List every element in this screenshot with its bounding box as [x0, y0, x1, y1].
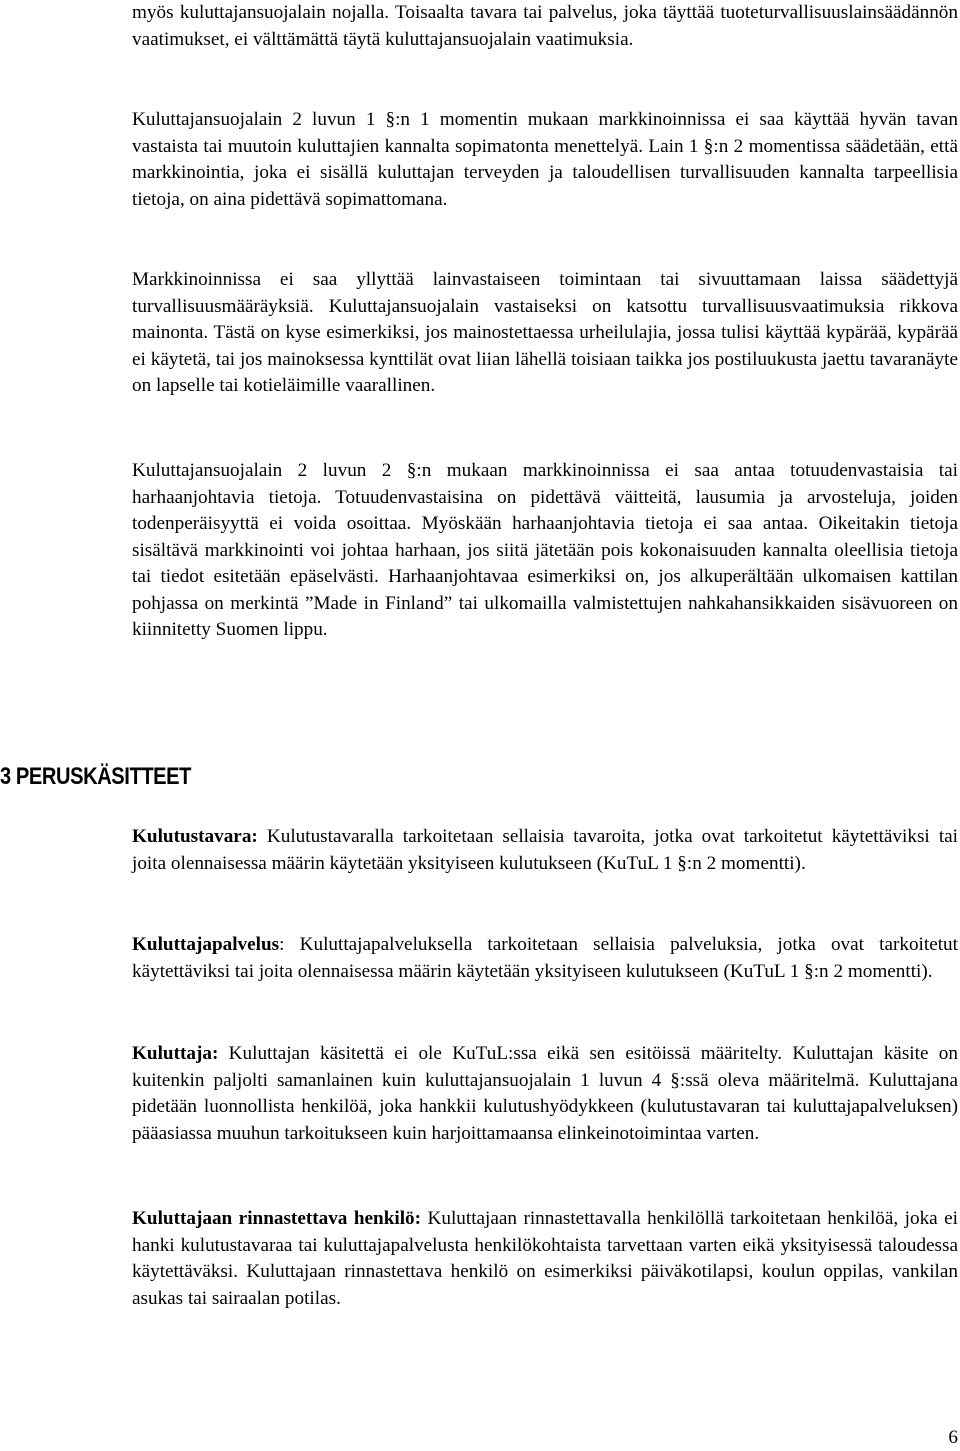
definition-consumer-service — [132, 932, 958, 985]
paragraph-marketing-good-practice: Kuluttajansuojalain 2 luvun 1 §:n 1 momentin mukaan markkinoinnissa ei saa käyttää hyvän tavan vastaista tai muutoin kuluttajien kannalta sopimatonta menettelyä. Lain 1 §:n 2 momentissa säädetään, että markkinointia, joka ei sisällä kuluttajan terveyden ja taloudellisen turvallisuuden kannalta tarpeellisia tietoja, on aina pidettävä sopimattomana. — [132, 109, 958, 210]
definition-consumer — [132, 1041, 958, 1147]
section-heading: 3 PERUSKÄSITTEET — [0, 763, 192, 790]
definition-text: Kulutustavaralla tarkoitetaan sellaisia tavaroita, jotka ovat tarkoitetut käytettäviksi tai joita olennaisessa määrin käytetään yksityiseen kulutukseen (KuTuL 1 §:n 2 momentti). — [132, 826, 958, 874]
page-number: 6 — [948, 1427, 958, 1448]
definition-text: : Kuluttajapalveluksella tarkoitetaan sellaisia palveluksia, jotka ovat tarkoitetut käytettäviksi tai joita olennaisessa määrin käytetään yksityiseen kulutukseen (KuTuL 1 §:n 2 momentti). — [132, 934, 958, 982]
paragraph-misleading-information: Kuluttajansuojalain 2 luvun 2 §:n mukaan markkinoinnissa ei saa antaa totuudenvastaisia tai harhaanjohtavia tietoja. Totuudenvastaisina on pidettävä väitteitä, lausumia ja arvosteluja, joiden todenperäisyyttä ei voida osoittaa. Myöskään harhaanjohtavia tietoja ei saa antaa. Oikeitakin tietoja sisältävä markkinointi voi johtaa harhaan, jos siitä jätetään pois kokonaisuuden kannalta oleellisia tietoja tai tiedot esitetään epäselvästi. Harhaanjohtavaa esimerkiksi on, jos alkuperältään ulkomaisen kattilan pohjassa on merkintä ”Made in Finland” tai ulkomailla valmistettujen nahkahansikkaiden sisävuoreen on kiinnitetty Suomen lippu. — [132, 460, 958, 640]
paragraph-consumer-protection-intro: myös kuluttajansuojalain nojalla. Toisaalta tavara tai palvelus, joka täyttää tuoteturvallisuuslainsäädännön vaatimukset, ei välttämättä täytä kuluttajansuojalain vaatimuksia. — [132, 2, 958, 50]
definition-term: Kuluttajaan rinnastettava henkilö: — [132, 1208, 422, 1229]
paragraph-safety-regulations-marketing: Markkinoinnissa ei saa yllyttää lainvastaiseen toimintaan tai sivuuttamaan laissa säädettyjä turvallisuusmääräyksiä. Kuluttajansuojalain vastaiseksi on katsottu turvallisuusvaatimuksia rikkova mainonta. Tästä on kyse esimerkiksi, jos mainostettaessa urheilulajia, jossa tulisi käyttää kypärää, kypärää ei käytetä, tai jos mainoksessa kynttilät ovat liian lähellä toisiaan taikka jos postiluukusta jaettu tavaranäyte on lapselle tai kotieläimille vaarallinen. — [132, 269, 958, 396]
definition-consumer-goods — [132, 824, 958, 877]
definition-text: Kuluttajan käsitettä ei ole KuTuL:ssa eikä sen esitöissä määritelty. Kuluttajan käsite on kuitenkin paljolti samanlainen kuin kuluttajansuojalain 1 luvun 4 §:ssä oleva määritelmä. Kuluttajana pidetään luonnollista henkilöä, joka hankkii kulutushyödykkeen (kulutustavaran tai kuluttajapalveluksen) pääasiassa muuhun tarkoitukseen kuin harjoittamaansa elinkeinotoimintaa varten. — [132, 1043, 958, 1144]
definition-term: Kulutustavara: — [132, 826, 258, 847]
definition-term: Kuluttaja: — [132, 1043, 219, 1064]
definition-consumer-equivalent-person — [132, 1206, 958, 1312]
definition-term: Kuluttajapalvelus — [132, 934, 280, 955]
definition-text: Kuluttajaan rinnastettavalla henkilöllä tarkoitetaan henkilöä, joka ei hanki kulutustavaraa tai kuluttajapalvelusta henkilökohtaista tarvettaan varten eikä yksityisessä taloudessa käytettäväksi. Kuluttajaan rinnastettava henkilö on esimerkiksi päiväkotilapsi, koulun oppilas, vankilan asukas tai sairaalan potilas. — [132, 1208, 958, 1309]
